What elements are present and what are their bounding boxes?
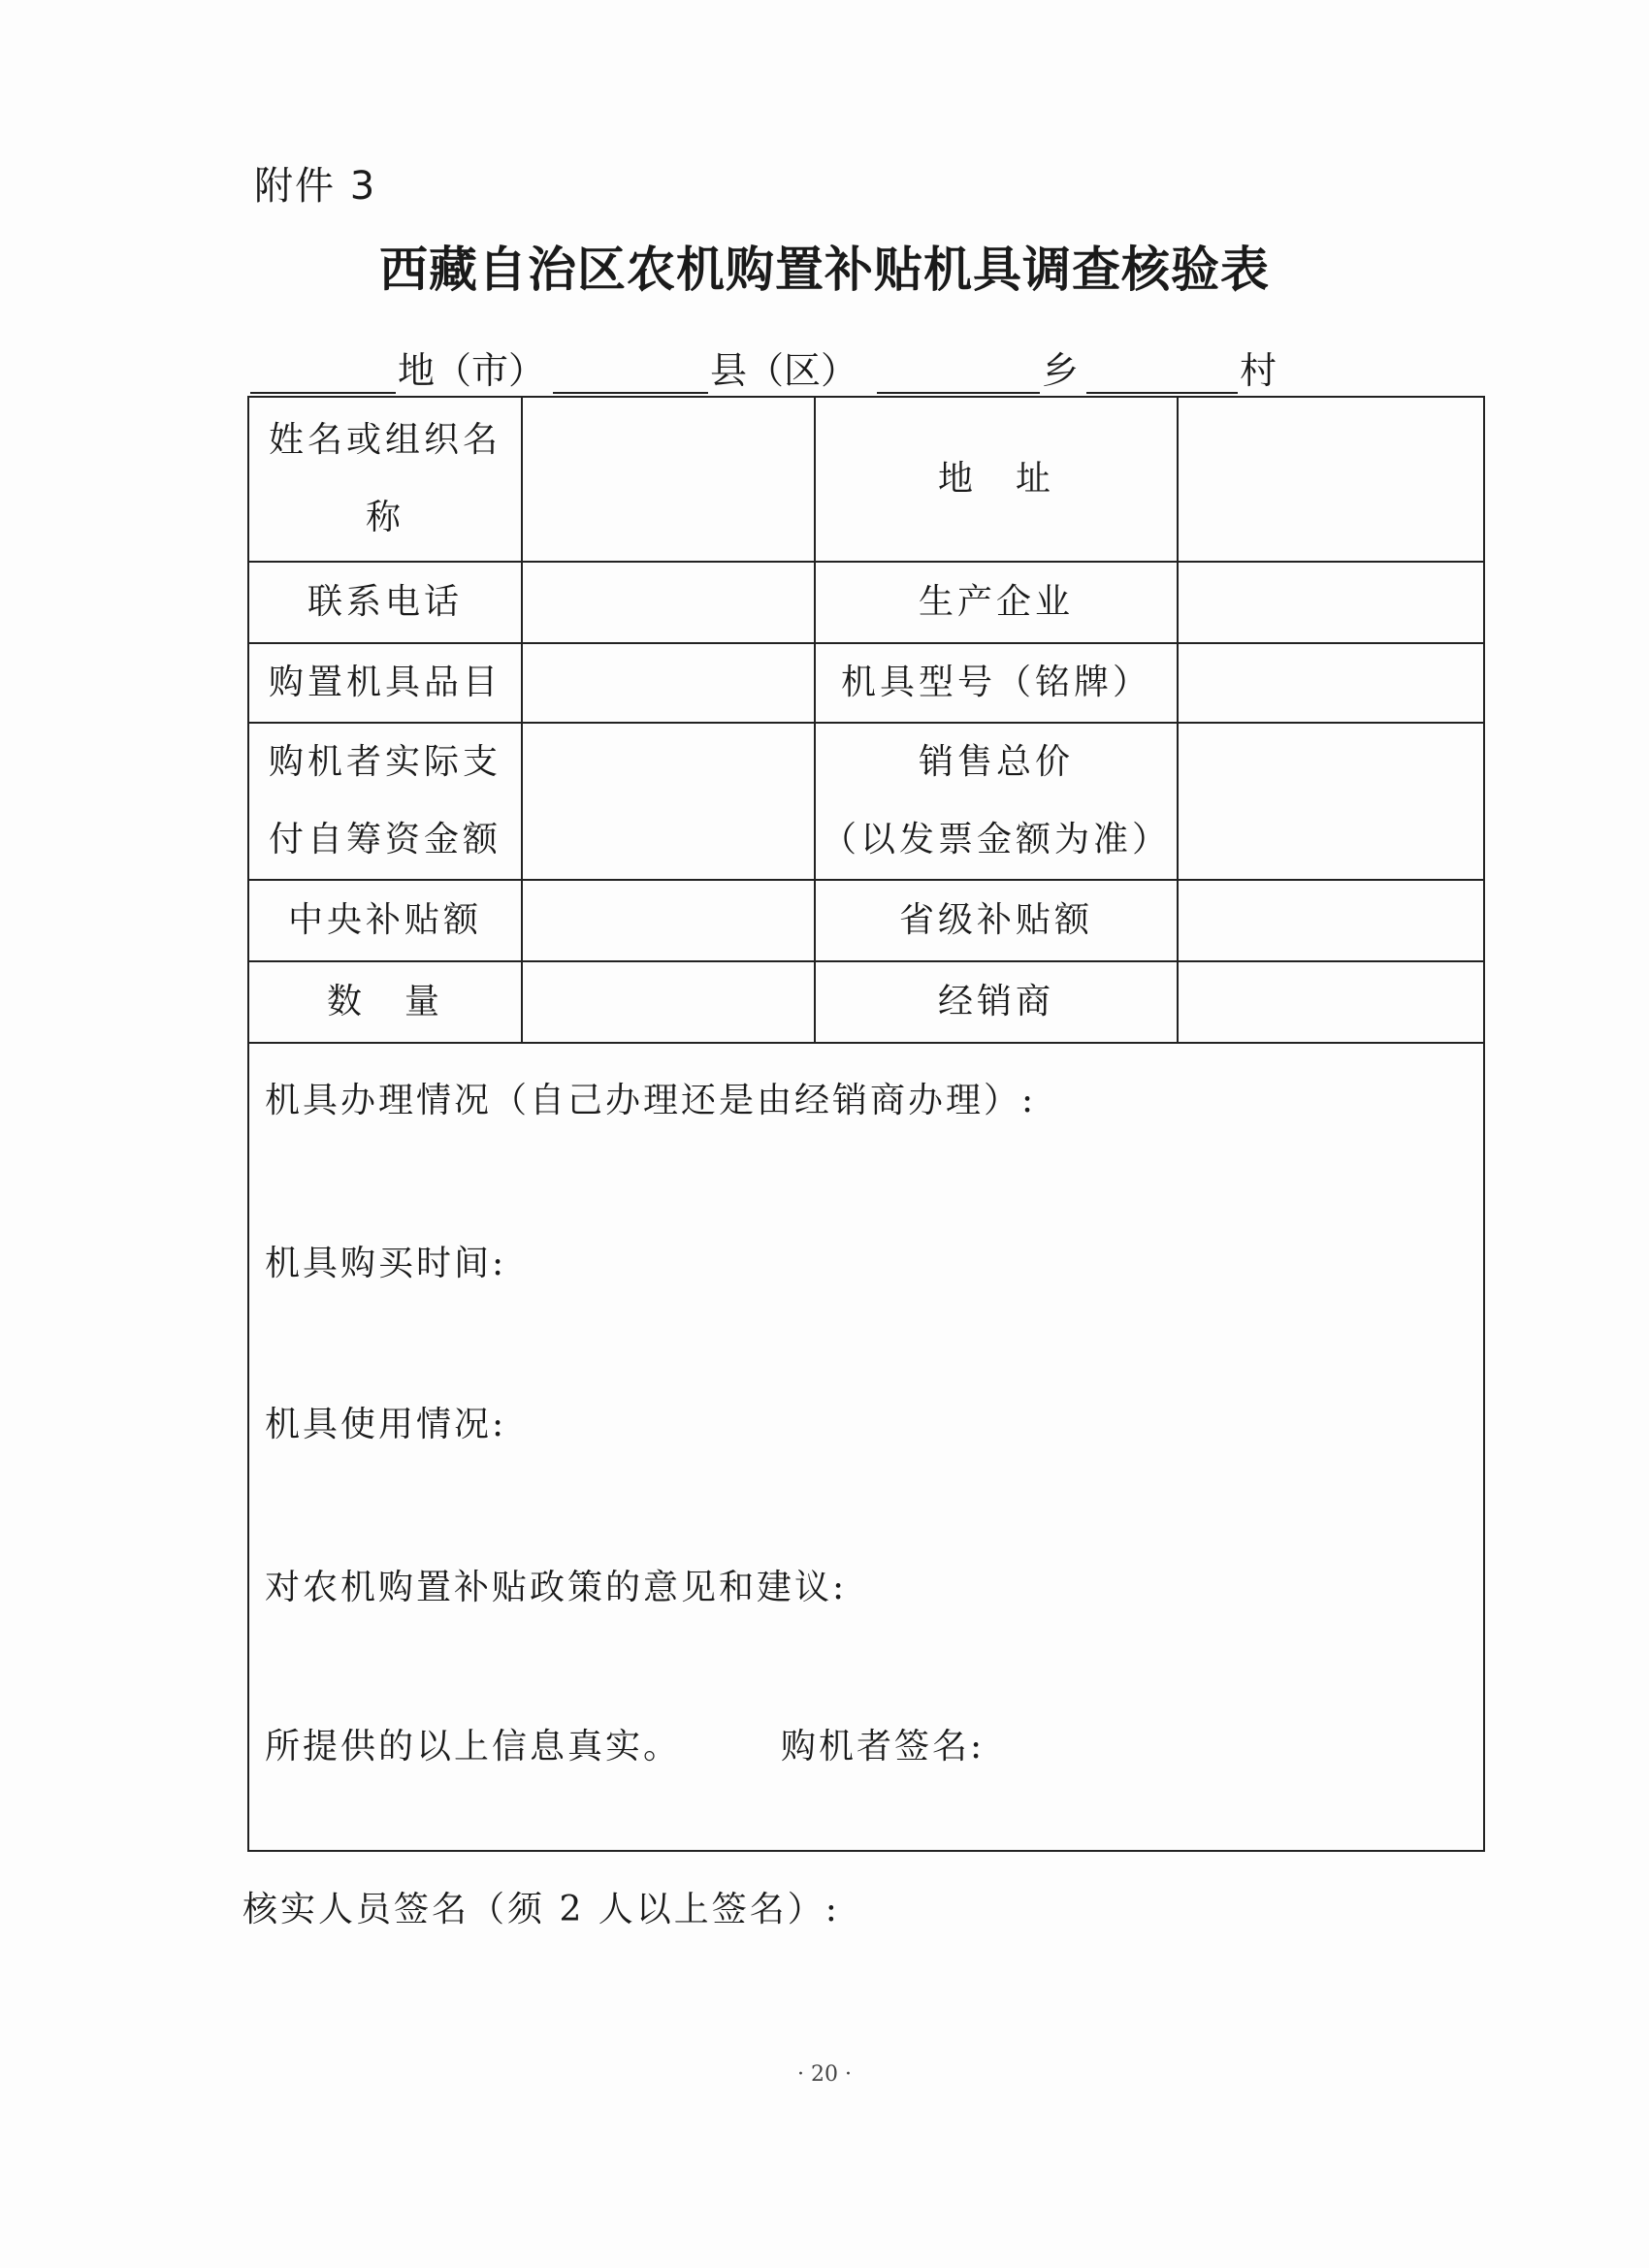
value-address[interactable] bbox=[1179, 398, 1483, 561]
buyer-signature-label: 购机者签名: bbox=[781, 1727, 986, 1766]
prefecture-blank[interactable] bbox=[250, 353, 396, 394]
county-blank[interactable] bbox=[553, 353, 708, 394]
label-manufacturer: 生产企业 bbox=[816, 563, 1179, 642]
page-number: · 20 · bbox=[797, 2062, 852, 2087]
value-manufacturer[interactable] bbox=[1179, 563, 1483, 642]
village-label: 村 bbox=[1240, 349, 1277, 392]
label-address: 地 址 bbox=[816, 398, 1179, 561]
verifier-signature-label: 核实人员签名（须 2 人以上签名）: bbox=[242, 1890, 840, 1929]
label-provincial-subsidy: 省级补贴额 bbox=[816, 881, 1179, 960]
suggestions-label: 对农机购置补贴政策的意见和建议: bbox=[265, 1568, 848, 1607]
verification-table bbox=[247, 396, 1485, 1852]
value-name-or-org[interactable] bbox=[523, 398, 816, 561]
county-label: 县（区） bbox=[710, 349, 858, 392]
label-dealer: 经销商 bbox=[816, 962, 1179, 1042]
label-name-or-org: 姓名或组织名 称 bbox=[249, 398, 523, 561]
value-dealer[interactable] bbox=[1179, 962, 1483, 1042]
value-provincial-subsidy[interactable] bbox=[1179, 881, 1483, 960]
label-machine-model: 机具型号（铭牌） bbox=[816, 644, 1179, 722]
township-blank[interactable] bbox=[877, 353, 1040, 394]
township-label: 乡 bbox=[1042, 349, 1080, 392]
free-text-area bbox=[249, 1044, 1483, 1850]
region-line bbox=[250, 345, 1278, 394]
attachment-label: 附件 3 bbox=[254, 164, 377, 209]
usage-label: 机具使用情况: bbox=[265, 1405, 507, 1444]
label-quantity: 数 量 bbox=[249, 962, 523, 1042]
value-machine-model[interactable] bbox=[1179, 644, 1483, 722]
label-phone: 联系电话 bbox=[249, 563, 523, 642]
table-row bbox=[249, 644, 1483, 724]
value-total-price[interactable] bbox=[1179, 724, 1483, 879]
handling-label: 机具办理情况（自己办理还是由经销商办理）: bbox=[265, 1081, 1037, 1120]
value-self-funded-amount[interactable] bbox=[523, 724, 816, 879]
purchase-time-label: 机具购买时间: bbox=[265, 1244, 507, 1283]
label-machine-category: 购置机具品目 bbox=[249, 644, 523, 722]
table-row bbox=[249, 563, 1483, 644]
value-central-subsidy[interactable] bbox=[523, 881, 816, 960]
table-row bbox=[249, 724, 1483, 881]
table-row bbox=[249, 881, 1483, 962]
value-quantity[interactable] bbox=[523, 962, 816, 1042]
value-phone[interactable] bbox=[523, 563, 816, 642]
table-row bbox=[249, 398, 1483, 563]
label-total-price: 销售总价 （以发票金额为准） bbox=[816, 724, 1179, 879]
prefecture-label: 地（市） bbox=[398, 349, 546, 392]
table-row bbox=[249, 962, 1483, 1044]
value-machine-category[interactable] bbox=[523, 644, 816, 722]
document-title: 西藏自治区农机购置补贴机具调查核验表 bbox=[379, 241, 1270, 298]
label-central-subsidy: 中央补贴额 bbox=[249, 881, 523, 960]
truth-statement: 所提供的以上信息真实。 bbox=[265, 1727, 682, 1766]
label-self-funded-amount: 购机者实际支 付自筹资金额 bbox=[249, 724, 523, 879]
village-blank[interactable] bbox=[1086, 353, 1238, 394]
